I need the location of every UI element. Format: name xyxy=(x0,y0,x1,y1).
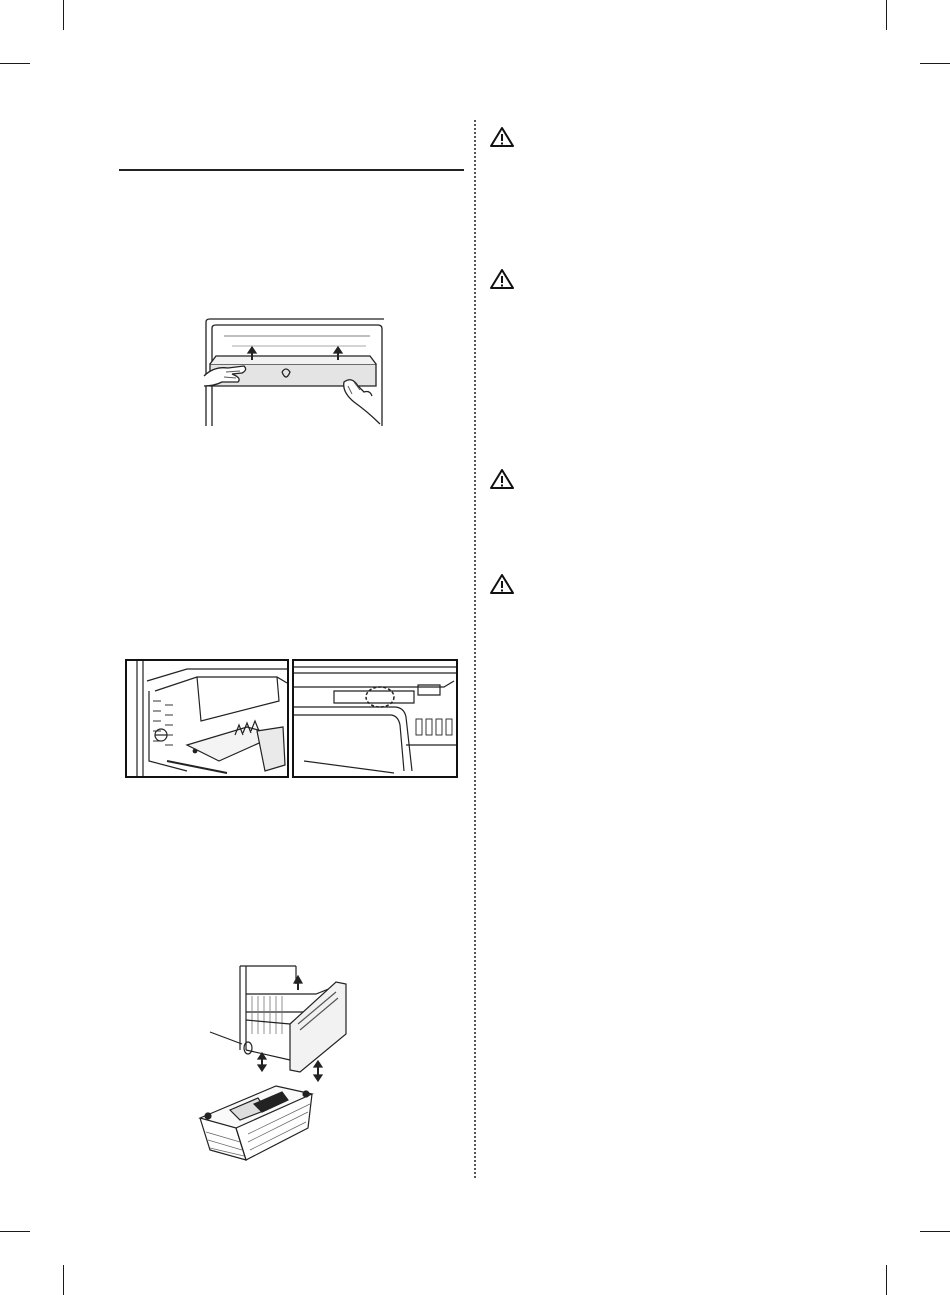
crop-mark-bottom-right-v xyxy=(886,1265,887,1295)
crop-mark-top-right-h xyxy=(920,63,950,64)
warning-triangle-icon xyxy=(489,268,515,290)
section-heading-rule xyxy=(119,169,464,171)
freezer-drawer-basket-figure xyxy=(196,964,356,1166)
crop-mark-bottom-left-v xyxy=(63,1265,64,1295)
crop-mark-top-left-h xyxy=(0,63,30,64)
drawer-rail-detail-figure-left xyxy=(125,659,289,778)
crop-mark-top-right-v xyxy=(886,0,887,30)
warning-triangle-icon xyxy=(489,573,515,595)
column-divider xyxy=(474,120,476,1178)
warning-triangle-icon xyxy=(489,468,515,490)
crop-mark-bottom-right-h xyxy=(920,1231,950,1232)
crop-mark-top-left-v xyxy=(63,0,64,30)
crop-mark-bottom-left-h xyxy=(0,1231,30,1232)
drawer-rail-detail-figure-right xyxy=(292,659,458,778)
crisper-cover-removal-figure xyxy=(202,316,388,428)
warning-triangle-icon xyxy=(489,126,515,148)
